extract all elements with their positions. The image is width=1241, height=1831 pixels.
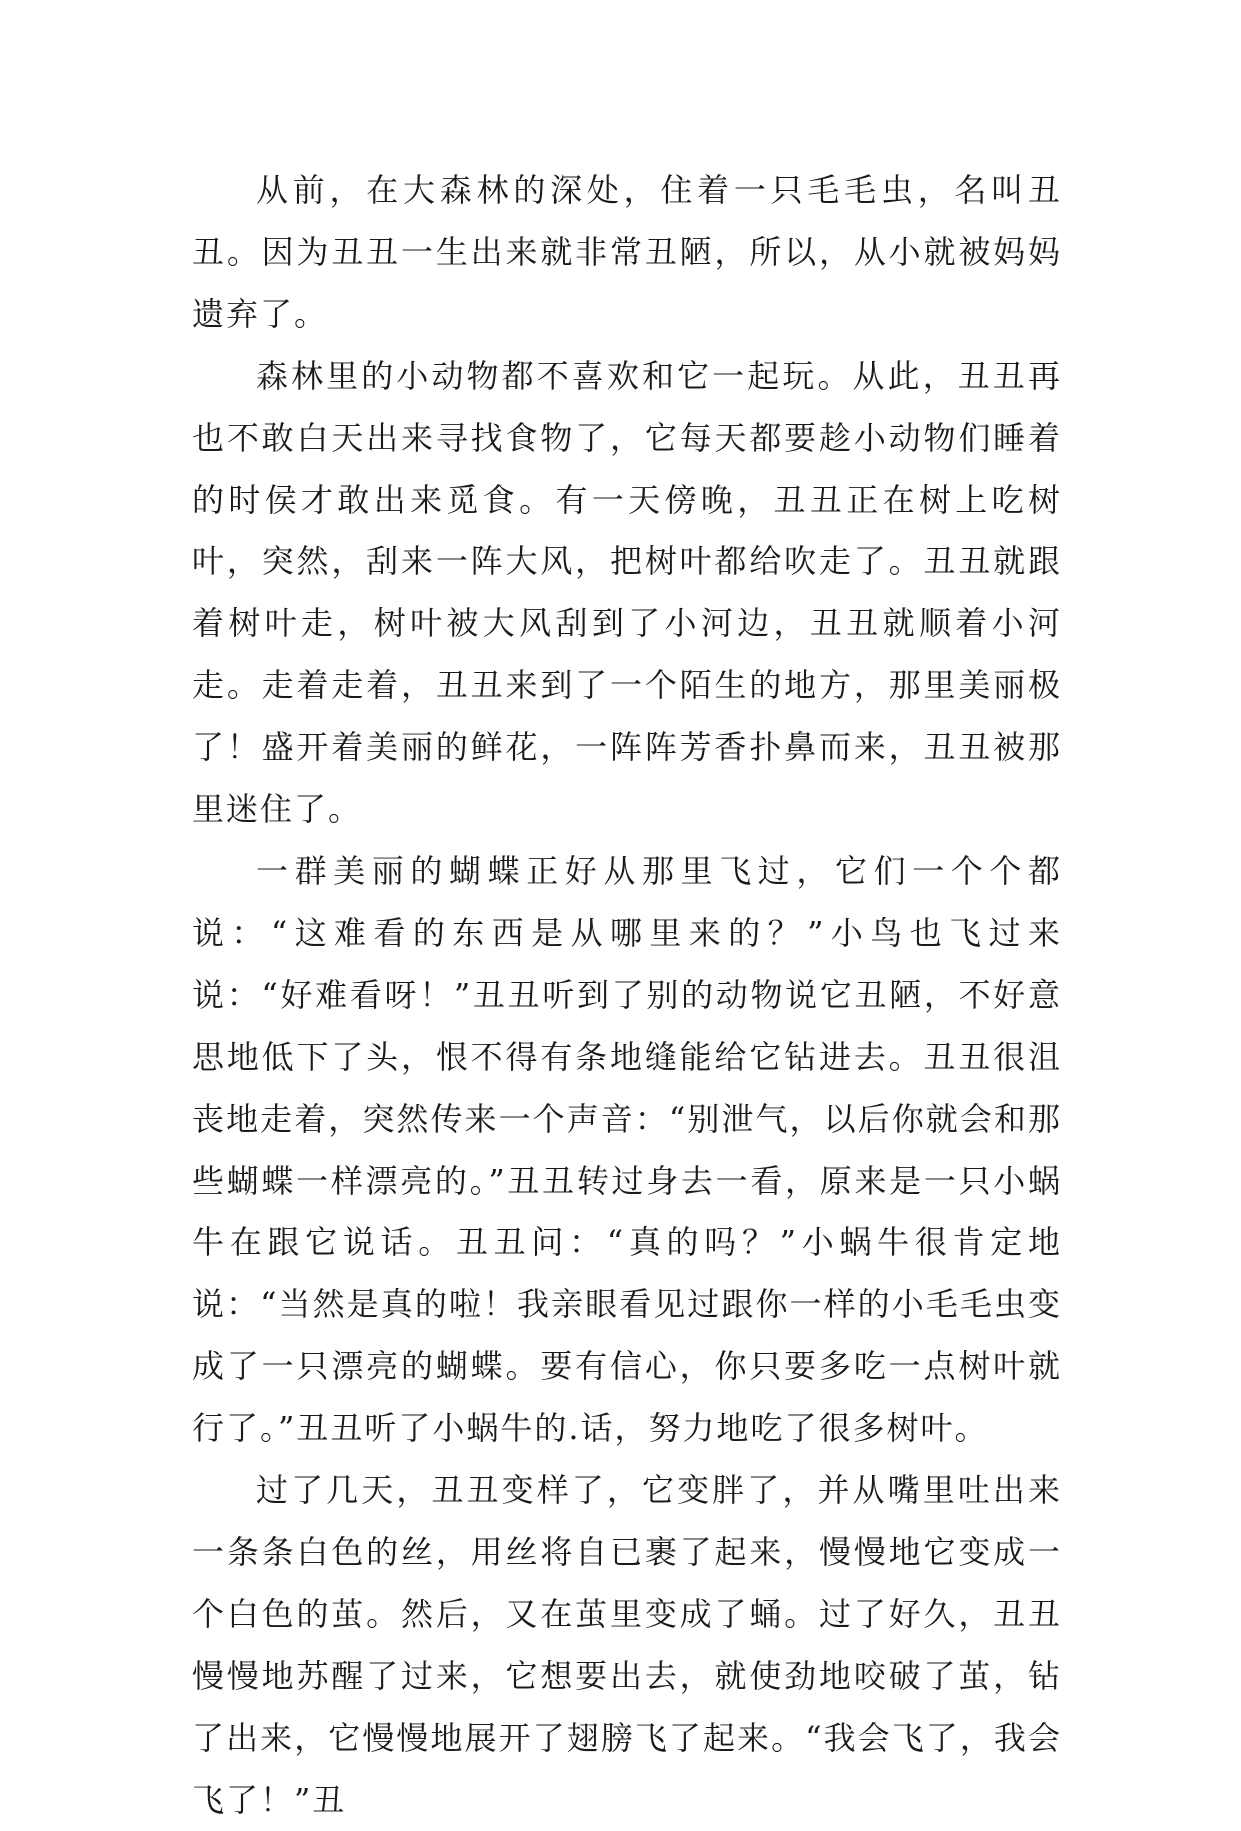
paragraph-4: 过了几天，丑丑变样了，它变胖了，并从嘴里吐出来一条条白色的丝，用丝将自已裹了起来，慢慢地它变成一个白色的茧。然后，又在茧里变成了蛹。过了好久，丑丑慢慢地苏醒了过来，它想要出去，就使劲地咬破了茧，钻了出来，它慢慢地展开了翅膀飞了起来。“我会飞了，我会飞了！”丑	[192, 1471, 1062, 1819]
paragraph-2: 森林里的小动物都不喜欢和它一起玩。从此，丑丑再也不敢白天出来寻找食物了，它每天都要趁小动物们睡着的时侯才敢出来觅食。有一天傍晚，丑丑正在树上吃树叶，突然，刮来一阵大风，把树叶都给吹走了。丑丑就跟着树叶走，树叶被大风刮到了小河边，丑丑就顺着小河走。走着走着，丑丑来到了一个陌生的地方，那里美丽极了！盛开着美丽的鲜花，一阵阵芳香扑鼻而来，丑丑被那里迷住了。	[192, 356, 1062, 829]
paragraph-1: 从前，在大森林的深处，住着一只毛毛虫，名叫丑丑。因为丑丑一生出来就非常丑陋，所以，从小就被妈妈遗弃了。	[192, 171, 1062, 333]
story-body	[192, 160, 1062, 1831]
paragraph-3: 一群美丽的蝴蝶正好从那里飞过，它们一个个都说：“这难看的东西是从哪里来的？”小鸟也飞过来说：“好难看呀！”丑丑听到了别的动物说它丑陋，不好意思地低下了头，恨不得有条地缝能给它钻进去。丑丑很沮丧地走着，突然传来一个声音：“别泄气，以后你就会和那些蝴蝶一样漂亮的。”丑丑转过身去一看，原来是一只小蜗牛在跟它说话。丑丑问：“真的吗？”小蜗牛很肯定地说：“当然是真的啦！我亲眼看见过跟你一样的小毛毛虫变成了一只漂亮的蝴蝶。要有信心，你只要多吃一点树叶就行了。”丑丑听了小蜗牛的.话，努力地吃了很多树叶。	[192, 851, 1062, 1448]
